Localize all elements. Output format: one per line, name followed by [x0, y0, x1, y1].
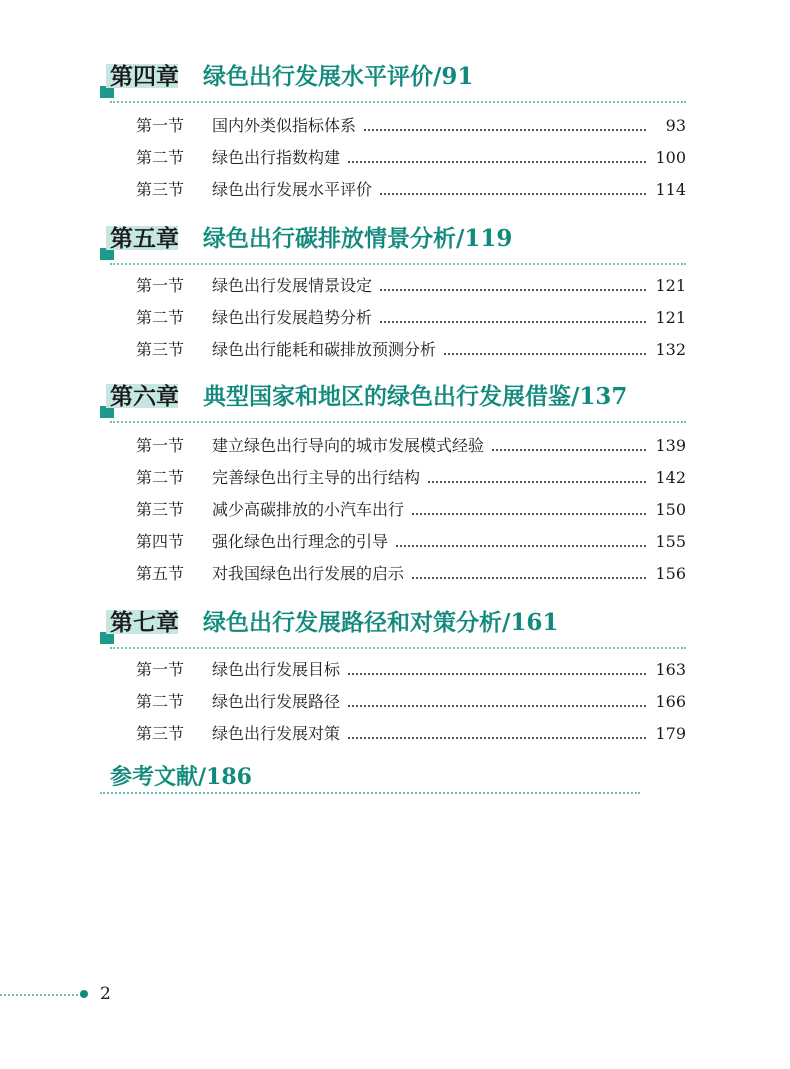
chapter-heading — [100, 606, 686, 646]
section-title: 绿色出行指数构建 — [212, 146, 346, 170]
page-number: 142 — [649, 466, 686, 490]
section-title: 绿色出行发展目标 — [212, 658, 346, 682]
toc-entry[interactable] — [136, 306, 686, 330]
section-number: 第二节 — [136, 692, 185, 711]
section-number: 第二节 — [136, 308, 185, 327]
dotted-rule — [110, 647, 686, 649]
chapter-title: 绿色出行发展路径和对策分析/161 — [203, 609, 559, 636]
section-title: 减少高碳排放的小汽车出行 — [212, 498, 410, 522]
toc-entry[interactable] — [136, 498, 686, 522]
toc-entry[interactable] — [136, 338, 686, 362]
toc-entry[interactable] — [136, 562, 686, 586]
dotted-rule — [100, 792, 640, 794]
page-number: 121 — [649, 274, 686, 298]
page-number: 114 — [649, 178, 686, 202]
section-number: 第一节 — [136, 660, 185, 679]
section-title: 完善绿色出行主导的出行结构 — [212, 466, 426, 490]
toc-entry[interactable] — [136, 658, 686, 682]
page-number: 139 — [649, 434, 686, 458]
chapter-number: 第四章 — [110, 63, 179, 90]
page-number: 166 — [649, 690, 686, 714]
section-title: 绿色出行发展对策 — [212, 722, 346, 746]
toc-entry[interactable] — [136, 690, 686, 714]
section-title: 强化绿色出行理念的引导 — [212, 530, 394, 554]
page-number: 93 — [660, 114, 686, 138]
section-title: 对我国绿色出行发展的启示 — [212, 562, 410, 586]
section-number: 第三节 — [136, 724, 185, 743]
section-title: 绿色出行发展趋势分析 — [212, 306, 378, 330]
page-number: 150 — [649, 498, 686, 522]
references-title: 参考文献/186 — [110, 764, 252, 790]
section-title: 建立绿色出行导向的城市发展模式经验 — [212, 434, 490, 458]
page-number: 155 — [649, 530, 686, 554]
dotted-rule — [110, 263, 686, 265]
toc-entry[interactable] — [136, 722, 686, 746]
page-number: 179 — [649, 722, 686, 746]
chapter-heading — [100, 60, 686, 100]
page-number: 132 — [649, 338, 686, 362]
chapter-title: 典型国家和地区的绿色出行发展借鉴/137 — [203, 383, 628, 410]
section-number: 第三节 — [136, 340, 185, 359]
section-number: 第一节 — [136, 116, 185, 135]
section-title: 绿色出行能耗和碳排放预测分析 — [212, 338, 442, 362]
toc-entry[interactable] — [136, 114, 686, 138]
footer-dot-icon — [80, 990, 88, 998]
toc-entry[interactable] — [136, 178, 686, 202]
section-title: 绿色出行发展情景设定 — [212, 274, 378, 298]
section-number: 第五节 — [136, 564, 185, 583]
footer-page-number: 2 — [100, 984, 111, 1004]
section-number: 第三节 — [136, 500, 185, 519]
references-heading[interactable] — [100, 762, 640, 802]
toc-entry[interactable] — [136, 530, 686, 554]
page-number: 100 — [649, 146, 686, 170]
dotted-rule — [110, 421, 686, 423]
page-number: 163 — [649, 658, 686, 682]
toc-entry[interactable] — [136, 274, 686, 298]
chapter-heading — [100, 222, 686, 262]
section-title: 国内外类似指标体系 — [212, 114, 362, 138]
page-number: 156 — [649, 562, 686, 586]
page-number: 121 — [649, 306, 686, 330]
section-number: 第四节 — [136, 532, 185, 551]
chapter-title: 绿色出行碳排放情景分析/119 — [203, 225, 513, 252]
section-number: 第二节 — [136, 468, 185, 487]
section-number: 第二节 — [136, 148, 185, 167]
section-title: 绿色出行发展路径 — [212, 690, 346, 714]
chapter-number: 第六章 — [110, 383, 179, 410]
chapter-number: 第五章 — [110, 225, 179, 252]
section-number: 第一节 — [136, 276, 185, 295]
toc-entry[interactable] — [136, 434, 686, 458]
dotted-rule — [110, 101, 686, 103]
chapter-heading — [100, 380, 686, 420]
toc-entry[interactable] — [136, 146, 686, 170]
chapter-number: 第七章 — [110, 609, 179, 636]
section-number: 第一节 — [136, 436, 185, 455]
chapter-title: 绿色出行发展水平评价/91 — [203, 63, 474, 90]
section-title: 绿色出行发展水平评价 — [212, 178, 378, 202]
toc-entry[interactable] — [136, 466, 686, 490]
footer-dotted-line — [0, 994, 82, 996]
section-number: 第三节 — [136, 180, 185, 199]
